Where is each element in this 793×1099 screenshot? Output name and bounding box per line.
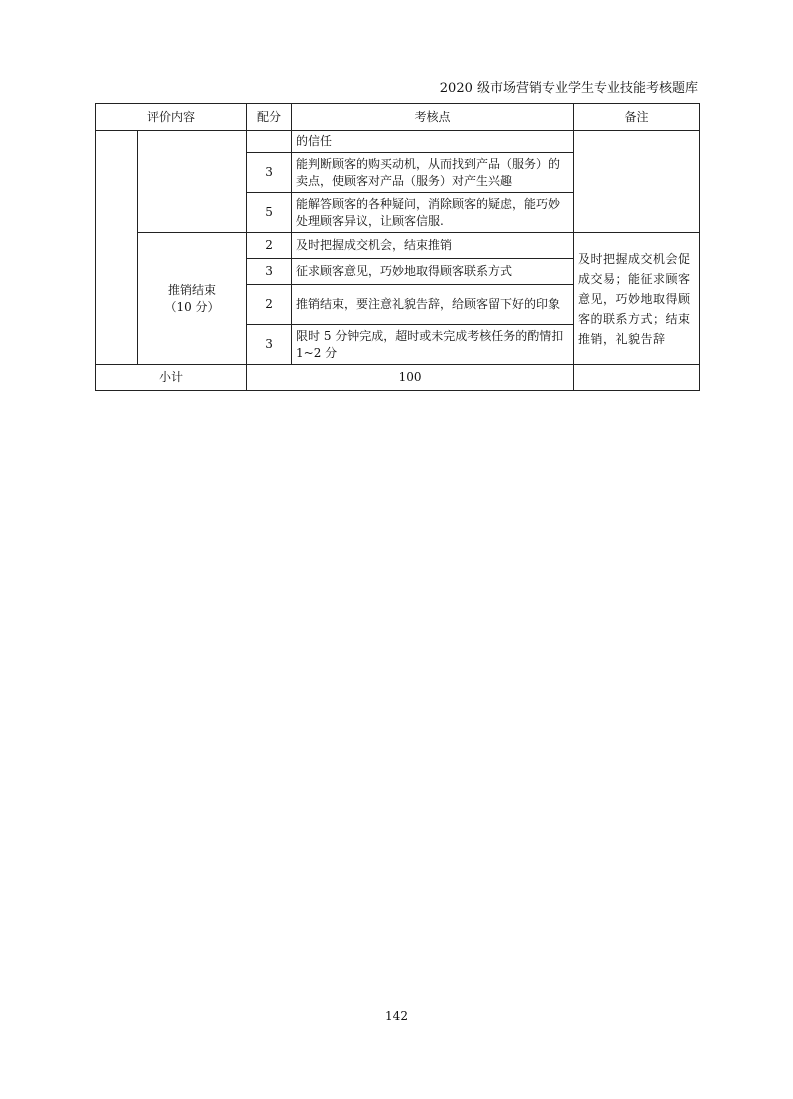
- col-header-notes: 备注: [574, 104, 700, 131]
- subtotal-row: [96, 365, 700, 391]
- point-cell: 的信任: [292, 131, 574, 153]
- evaluation-table: [95, 103, 700, 391]
- subtotal-note-empty: [574, 365, 700, 391]
- table-row: [96, 233, 700, 259]
- point-cell: 征求顾客意见，巧妙地取得顾客联系方式: [292, 259, 574, 285]
- score-cell: 3: [247, 259, 292, 285]
- page-number: 142: [385, 1009, 408, 1023]
- score-cell: 3: [247, 153, 292, 193]
- col-header-score: 配分: [247, 104, 292, 131]
- note-cell: 及时把握成交机会促成交易；能征求顾客意见，巧妙地取得顾客的联系方式；结束推销，礼貌告辞: [574, 233, 700, 365]
- col-header-content: 评价内容: [96, 104, 247, 131]
- point-cell: 能解答顾客的各种疑问，消除顾客的疑虑，能巧妙处理顾客异议，让顾客信服.: [292, 193, 574, 233]
- running-header: 2020 级市场营销专业学生专业技能考核题库: [439, 81, 698, 96]
- point-cell: 推销结束，要注意礼貌告辞，给顾客留下好的印象: [292, 285, 574, 325]
- point-cell: 及时把握成交机会，结束推销: [292, 233, 574, 259]
- section-score: （10 分）: [164, 299, 220, 314]
- score-cell: 5: [247, 193, 292, 233]
- note-cell-empty: [574, 131, 700, 233]
- table-row: [96, 131, 700, 153]
- score-cell: 2: [247, 285, 292, 325]
- point-cell: 能判断顾客的购买动机，从而找到产品（服务）的卖点，使顾客对产品（服务）对产生兴趣: [292, 153, 574, 193]
- subtotal-value: 100: [247, 365, 574, 391]
- score-cell: [247, 131, 292, 153]
- score-cell: 3: [247, 325, 292, 365]
- section-label: 推销结束: [168, 282, 217, 297]
- col-header-points: 考核点: [292, 104, 574, 131]
- category-cell-empty: [96, 131, 138, 365]
- subcategory-cell-empty: [138, 131, 247, 233]
- table-header-row: [96, 104, 700, 131]
- subtotal-label: 小计: [96, 365, 247, 391]
- section-cell-closing: [138, 233, 247, 365]
- score-cell: 2: [247, 233, 292, 259]
- point-cell: 限时 5 分钟完成，超时或未完成考核任务的酌情扣 1~2 分: [292, 325, 574, 365]
